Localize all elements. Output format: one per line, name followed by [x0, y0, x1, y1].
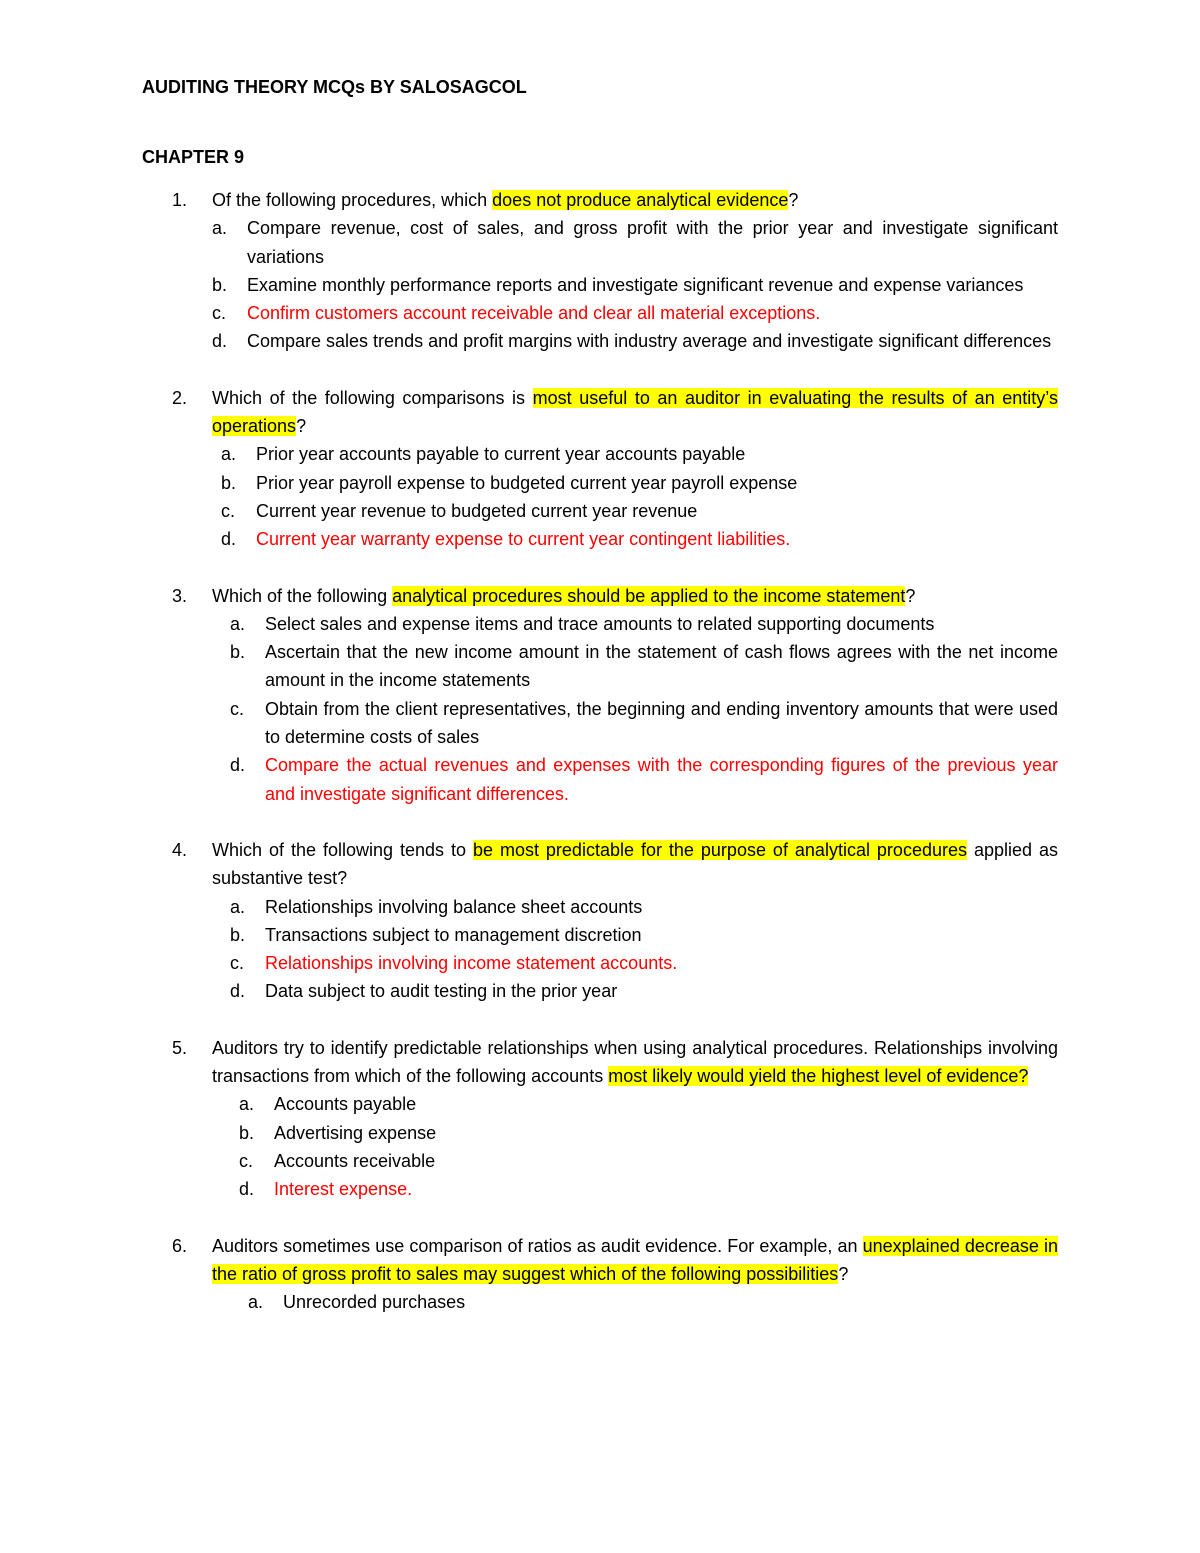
- question-6: [0, 1232, 1200, 1317]
- option-label: a.: [221, 444, 237, 465]
- option-text: Unrecorded purchases: [283, 1292, 466, 1313]
- option-text: Prior year accounts payable to current year accounts payable: [256, 444, 746, 465]
- question-number: 1.: [172, 190, 188, 210]
- question-number: 4.: [172, 839, 188, 860]
- option-c: [0, 497, 1200, 525]
- option-d-answer: [0, 751, 1200, 808]
- option-d-answer: [0, 1175, 1200, 1203]
- option-text-answer: Confirm customers account receivable and clear all material exceptions.: [247, 303, 821, 324]
- stem-text-end: applied as substantive test?: [212, 839, 1058, 889]
- option-text: Data subject to audit testing in the prior year: [265, 981, 618, 1002]
- stem-text: Auditors try to identify predictable relationships when using analytical procedures. Relationships involving transactions from which of the following accounts: [212, 1037, 1058, 1087]
- stem-highlight: does not produce analytical evidence: [492, 190, 789, 210]
- option-text-answer: Interest expense.: [274, 1179, 413, 1200]
- question-5: [0, 1034, 1200, 1204]
- question-number: 6.: [172, 1235, 188, 1256]
- option-text-answer: Relationships involving income statement accounts.: [265, 953, 678, 974]
- option-label: d.: [230, 755, 246, 776]
- option-text: Transactions subject to management discretion: [265, 924, 642, 945]
- option-b: [0, 638, 1200, 695]
- stem-text-end: ?: [296, 416, 307, 437]
- option-text: Compare sales trends and profit margins with industry average and investigate significant differences: [247, 331, 1052, 352]
- stem-text: Which of the following comparisons is: [212, 387, 533, 408]
- question-number: 5.: [172, 1037, 188, 1058]
- option-label: a.: [230, 613, 246, 634]
- option-label: c.: [230, 953, 245, 974]
- stem-highlight: analytical procedures should be applied to the income statement: [392, 585, 906, 606]
- option-a: [0, 1090, 1200, 1118]
- option-b: [0, 921, 1200, 949]
- option-label: d.: [230, 981, 246, 1002]
- option-text: Current year revenue to budgeted current year revenue: [256, 500, 698, 521]
- option-d: [0, 327, 1200, 355]
- option-c: [0, 695, 1200, 752]
- stem-text: Which of the following: [212, 585, 393, 606]
- question-list: [0, 186, 1200, 1344]
- stem-text-end: ?: [788, 190, 799, 210]
- option-text-answer: Compare the actual revenues and expenses with the corresponding figures of the previous year and investigate significant differences.: [265, 755, 1058, 804]
- question-3: [0, 582, 1200, 808]
- option-a: [0, 214, 1200, 271]
- stem-highlight: be most predictable for the purpose of analytical procedures: [472, 839, 967, 860]
- option-text: Obtain from the client representatives, the beginning and ending inventory amounts that were used to determine costs of sales: [265, 698, 1058, 748]
- option-label: c.: [212, 303, 227, 324]
- document-title: AUDITING THEORY MCQs BY SALOSAGCOL: [142, 77, 527, 97]
- option-label: c.: [239, 1150, 254, 1171]
- option-label: b.: [212, 274, 228, 295]
- option-text: Compare revenue, cost of sales, and gross profit with the prior year and investigate significant variations: [247, 218, 1058, 267]
- chapter-heading: CHAPTER 9: [142, 147, 245, 167]
- stem-text-end: ?: [905, 585, 916, 606]
- stem-text: Which of the following tends to: [212, 839, 473, 860]
- option-text: Accounts receivable: [274, 1150, 436, 1171]
- option-a: [0, 440, 1200, 468]
- option-c: [0, 1147, 1200, 1175]
- question-4: [0, 836, 1200, 1006]
- option-b: [0, 271, 1200, 299]
- option-label: d.: [239, 1179, 255, 1200]
- option-a: [0, 1288, 1200, 1316]
- option-c-answer: [0, 949, 1200, 977]
- option-text: Examine monthly performance reports and investigate significant revenue and expense variances: [247, 274, 1024, 295]
- option-text: Prior year payroll expense to budgeted current year payroll expense: [256, 472, 798, 493]
- question-stem: [0, 1232, 1200, 1289]
- option-label: c.: [221, 500, 236, 521]
- question-stem: [0, 1034, 1200, 1091]
- question-stem: [0, 186, 1200, 214]
- option-text: Select sales and expense items and trace amounts to related supporting documents: [265, 613, 935, 634]
- option-text-answer: Current year warranty expense to current year contingent liabilities.: [256, 529, 791, 550]
- option-text: Relationships involving balance sheet accounts: [265, 896, 643, 917]
- stem-highlight: most useful to an auditor in evaluating the results of an entity’s operations: [212, 387, 1058, 437]
- option-label: d.: [221, 529, 237, 550]
- question-number: 3.: [172, 585, 188, 606]
- option-a: [0, 893, 1200, 921]
- question-number: 2.: [172, 387, 188, 408]
- option-label: c.: [230, 698, 245, 719]
- option-label: b.: [230, 642, 246, 663]
- option-text: Ascertain that the new income amount in the statement of cash flows agrees with the net income amount in the income statements: [265, 642, 1058, 691]
- question-stem: [0, 836, 1200, 893]
- option-b: [0, 1119, 1200, 1147]
- option-label: a.: [248, 1292, 264, 1313]
- option-a: [0, 610, 1200, 638]
- option-label: a.: [230, 896, 246, 917]
- option-text: Accounts payable: [274, 1094, 417, 1115]
- option-label: b.: [230, 924, 246, 945]
- stem-text: Auditors sometimes use comparison of ratios as audit evidence. For example, an: [212, 1235, 863, 1256]
- question-stem: [0, 582, 1200, 610]
- option-d-answer: [0, 525, 1200, 553]
- option-d: [0, 977, 1200, 1005]
- option-label: a.: [239, 1094, 255, 1115]
- option-label: b.: [221, 472, 237, 493]
- stem-highlight: most likely would yield the highest level of evidence?: [608, 1066, 1029, 1087]
- option-label: d.: [212, 331, 228, 352]
- question-stem: [0, 384, 1200, 441]
- option-text: Advertising expense: [274, 1122, 437, 1143]
- stem-text-end: ?: [838, 1263, 849, 1284]
- question-1: [0, 186, 1200, 356]
- option-b: [0, 469, 1200, 497]
- question-2: [0, 384, 1200, 554]
- stem-highlight: unexplained decrease in the ratio of gross profit to sales may suggest which of the following possibilities: [212, 1235, 1058, 1284]
- option-c-answer: [0, 299, 1200, 327]
- option-label: a.: [212, 218, 228, 239]
- stem-text: Of the following procedures, which: [212, 190, 493, 210]
- option-label: b.: [239, 1122, 255, 1143]
